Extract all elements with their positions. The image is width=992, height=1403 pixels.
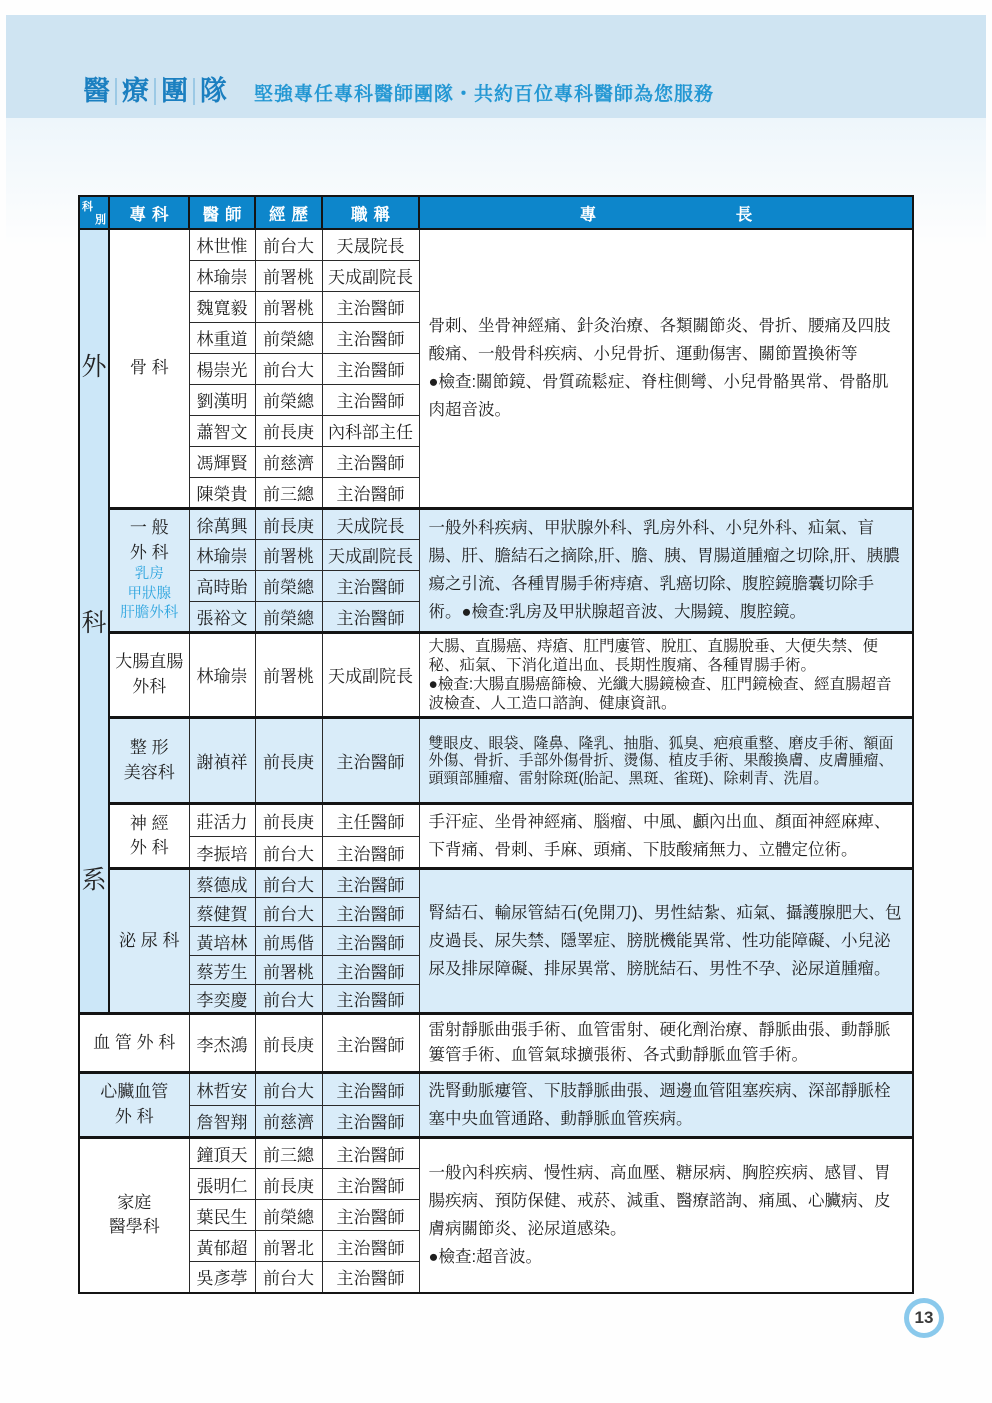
doctor-cell: 林瑜崇 [189,632,255,718]
title-cell: 主治醫師 [322,836,419,869]
experience-cell: 前榮總 [255,570,322,601]
doctor-cell: 李杰鴻 [189,1014,255,1073]
table-row [79,632,913,718]
exam-note: ●檢查:關節鏡、骨質疏鬆症、脊柱側彎、小兒骨骼異常、骨骼肌肉超音波。 [428,373,889,420]
col-header-specialty: 專科 [109,196,189,229]
title-cell: 主治醫師 [322,985,419,1014]
doctor-cell: 馮輝賢 [189,446,255,477]
title-cell: 主治醫師 [322,570,419,601]
table-row [79,508,913,539]
specialty-cell: 一 般 外 科 乳房 甲狀腺 肝膽外科 [109,508,189,632]
page-header [78,78,714,106]
table-row [79,1014,913,1073]
experience-cell: 前長庚 [255,1169,322,1200]
doctor-cell: 林世惟 [189,229,255,260]
col-header-doctor: 醫師 [189,196,255,229]
experience-cell: 前長庚 [255,718,322,804]
doctor-cell: 李振培 [189,836,255,869]
doctor-cell: 葉民生 [189,1200,255,1231]
expertise-cell: 腎結石、輸尿管結石(免開刀)、男性結紮、疝氣、攝護腺肥大、包皮過長、尿失禁、隱睪症、膀胱機能異常、性功能障礙、小兒泌尿及排尿障礙、排尿異常、膀胱結石、男性不孕、泌尿道腫瘤。 [419,869,913,1014]
logo-char: 療 [115,78,154,105]
experience-cell: 前署桃 [255,539,322,570]
title-cell: 主治醫師 [322,927,419,956]
expertise-cell: 骨刺、坐骨神經痛、針灸治療、各類關節炎、骨折、腰痛及四肢酸痛、一般骨科疾病、小兒骨折、運動傷害、關節置換術等 ●檢查:關節鏡、骨質疏鬆症、脊柱側彎、小兒骨骼異常、骨骼肌肉超音波。 [419,229,913,508]
table-row [79,1138,913,1169]
title-cell: 天成副院長 [322,539,419,570]
table-row [79,1072,913,1105]
specialty-sub-label: 乳房 [134,566,164,583]
title-cell: 主治醫師 [322,1262,419,1293]
experience-cell: 前署桃 [255,632,322,718]
experience-cell: 前慈濟 [255,1105,322,1138]
doctor-cell: 陳榮貴 [189,477,255,508]
exam-note: ●檢查:超音波。 [428,1248,543,1267]
doctor-cell: 蔡德成 [189,869,255,898]
specialty-sub-label: 甲狀腺 [127,585,171,602]
title-cell: 主治醫師 [322,869,419,898]
col-header-experience: 經歷 [255,196,322,229]
exam-note: ●檢查:大腸直腸癌篩檢、光纖大腸鏡檢查、肛門鏡檢查、經直腸超音波檢查、人工造口諮詢、健康資訊。 [428,675,892,713]
title-cell: 主治醫師 [322,322,419,353]
medical-team-table [78,195,914,1294]
specialty-cell: 神 經 外 科 [109,804,189,869]
doctor-cell: 徐萬興 [189,508,255,539]
category-group-cell: 外 科 系 [79,229,109,1014]
logo-char: 團 [154,78,193,105]
title-cell: 主治醫師 [322,956,419,985]
specialty-sub-label: 肝膽外科 [120,605,179,622]
title-cell: 天成副院長 [322,260,419,291]
expertise-cell: 洗腎動脈瘻管、下肢靜脈曲張、週邊血管阻塞疾病、深部靜脈栓塞中央血管通路、動靜脈血管疾病。 [419,1072,913,1137]
doctor-cell: 張裕文 [189,601,255,632]
table-row [79,869,913,898]
doctor-cell: 林哲安 [189,1072,255,1105]
specialty-cell: 泌 尿 科 [109,869,189,1014]
experience-cell: 前台大 [255,985,322,1014]
title-cell: 主治醫師 [322,384,419,415]
experience-cell: 前三總 [255,477,322,508]
table-row [79,718,913,804]
doctor-cell: 劉漢明 [189,384,255,415]
doctor-cell: 蕭智文 [189,415,255,446]
doctor-cell: 黃郁超 [189,1231,255,1262]
title-cell: 主治醫師 [322,718,419,804]
experience-cell: 前台大 [255,898,322,927]
experience-cell: 前署桃 [255,956,322,985]
doctor-cell: 黃培林 [189,927,255,956]
doctor-cell: 林重道 [189,322,255,353]
header-slogan: 堅強專任專科醫師團隊・共約百位專科醫師為您服務 [254,84,715,105]
expertise-cell: 雷射靜脈曲張手術、血管雷射、硬化劑治療、靜脈曲張、動靜脈簍管手術、血管氣球擴張術、各式動靜脈血管手術。 [419,1014,913,1073]
experience-cell: 前長庚 [255,508,322,539]
experience-cell: 前長庚 [255,1014,322,1073]
specialty-cell: 大腸直腸 外科 [109,632,189,718]
experience-cell: 前三總 [255,1138,322,1169]
title-cell: 主治醫師 [322,477,419,508]
logo-char: 醫 [83,76,110,106]
experience-cell: 前馬偕 [255,927,322,956]
doctor-cell: 蔡健賀 [189,898,255,927]
specialty-cell: 骨 科 [109,229,189,508]
title-cell: 主任醫師 [322,804,419,837]
title-cell: 內科部主任 [322,415,419,446]
specialty-cell: 心臟血管 外 科 [79,1072,189,1137]
doctor-cell: 高時貽 [189,570,255,601]
doctor-cell: 蔡芳生 [189,956,255,985]
doctor-cell: 李奕慶 [189,985,255,1014]
col-header-title: 職稱 [322,196,419,229]
table-header-row [79,196,913,229]
col-header-expertise: 專 長 [419,196,913,229]
table-row [79,804,913,837]
title-cell: 主治醫師 [322,1169,419,1200]
experience-cell: 前署北 [255,1231,322,1262]
specialty-cell: 血 管 外 科 [79,1014,189,1073]
title-cell: 主治醫師 [322,1105,419,1138]
title-cell: 主治醫師 [322,1138,419,1169]
title-cell: 主治醫師 [322,353,419,384]
table-row [79,229,913,260]
experience-cell: 前台大 [255,869,322,898]
title-cell: 主治醫師 [322,1231,419,1262]
expertise-cell: 一般內科疾病、慢性病、高血壓、糖尿病、胸腔疾病、感冒、胃腸疾病、預防保健、戒菸、減重、醫療諮詢、痛風、心臟病、皮膚病關節炎、泌尿道感染。 ●檢查:超音波。 [419,1138,913,1293]
experience-cell: 前台大 [255,836,322,869]
experience-cell: 前榮總 [255,1200,322,1231]
expertise-cell: 手汗症、坐骨神經痛、腦瘤、中風、顱內出血、顏面神經麻痺、下背痛、骨刺、手麻、頭痛、下肢酸痛無力、立體定位術。 [419,804,913,869]
title-cell: 天晟院長 [322,229,419,260]
expertise-cell: 雙眼皮、眼袋、隆鼻、隆乳、抽脂、狐臭、疤痕重整、磨皮手術、額面外傷、骨折、手部外傷骨折、燙傷、植皮手術、果酸換膚、皮膚腫瘤、頭頸部腫瘤、雷射除斑(胎記、黑斑、雀斑)、除刺青、洗眉。 [419,718,913,804]
doctor-cell: 謝禎祥 [189,718,255,804]
doctor-cell: 林瑜崇 [189,539,255,570]
title-cell: 主治醫師 [322,601,419,632]
title-cell: 主治醫師 [322,1072,419,1105]
title-cell: 主治醫師 [322,898,419,927]
doctor-cell: 詹智翔 [189,1105,255,1138]
expertise-cell: 一般外科疾病、甲狀腺外科、乳房外科、小兒外科、疝氣、盲腸、肝、膽結石之摘除,肝、膽、胰、胃腸道腫瘤之切除,肝、胰膿瘍之引流、各種胃腸手術痔瘡、乳癌切除、腹腔鏡膽囊切除手術。●檢查:乳房及甲狀腺超音波、大腸鏡、腹腔鏡。 [419,508,913,632]
title-cell: 主治醫師 [322,1200,419,1231]
experience-cell: 前榮總 [255,384,322,415]
col-header-category: 科 別 [79,196,109,229]
doctor-cell: 鐘頂天 [189,1138,255,1169]
experience-cell: 前榮總 [255,322,322,353]
experience-cell: 前台大 [255,1262,322,1293]
doctor-cell: 莊活力 [189,804,255,837]
doctor-cell: 吳彥葶 [189,1262,255,1293]
page-number-badge [904,1298,944,1338]
experience-cell: 前慈濟 [255,446,322,477]
title-cell: 天成副院長 [322,632,419,718]
specialty-cell: 整 形 美容科 [109,718,189,804]
doctor-cell: 林瑜崇 [189,260,255,291]
title-cell: 主治醫師 [322,291,419,322]
experience-cell: 前台大 [255,229,322,260]
specialty-cell: 家庭 醫學科 [79,1138,189,1293]
experience-cell: 前長庚 [255,804,322,837]
page-number: 13 [909,1303,939,1333]
title-cell: 天成院長 [322,508,419,539]
experience-cell: 前長庚 [255,415,322,446]
experience-cell: 前署桃 [255,291,322,322]
title-cell: 主治醫師 [322,446,419,477]
experience-cell: 前台大 [255,1072,322,1105]
experience-cell: 前榮總 [255,601,322,632]
doctor-cell: 楊崇光 [189,353,255,384]
experience-cell: 前署桃 [255,260,322,291]
medical-team-logo [78,78,232,105]
experience-cell: 前台大 [255,353,322,384]
logo-char: 隊 [193,78,232,105]
title-cell: 主治醫師 [322,1014,419,1073]
doctor-cell: 張明仁 [189,1169,255,1200]
doctor-cell: 魏寬毅 [189,291,255,322]
expertise-cell: 大腸、直腸癌、痔瘡、肛門廔管、脫肛、直腸脫垂、大便失禁、便秘、疝氣、下消化道出血、長期性腹痛、各種胃腸手術。 ●檢查:大腸直腸癌篩檢、光纖大腸鏡檢查、肛門鏡檢查、經直腸超音波檢查、人工造口諮詢、健康資訊。 [419,632,913,718]
